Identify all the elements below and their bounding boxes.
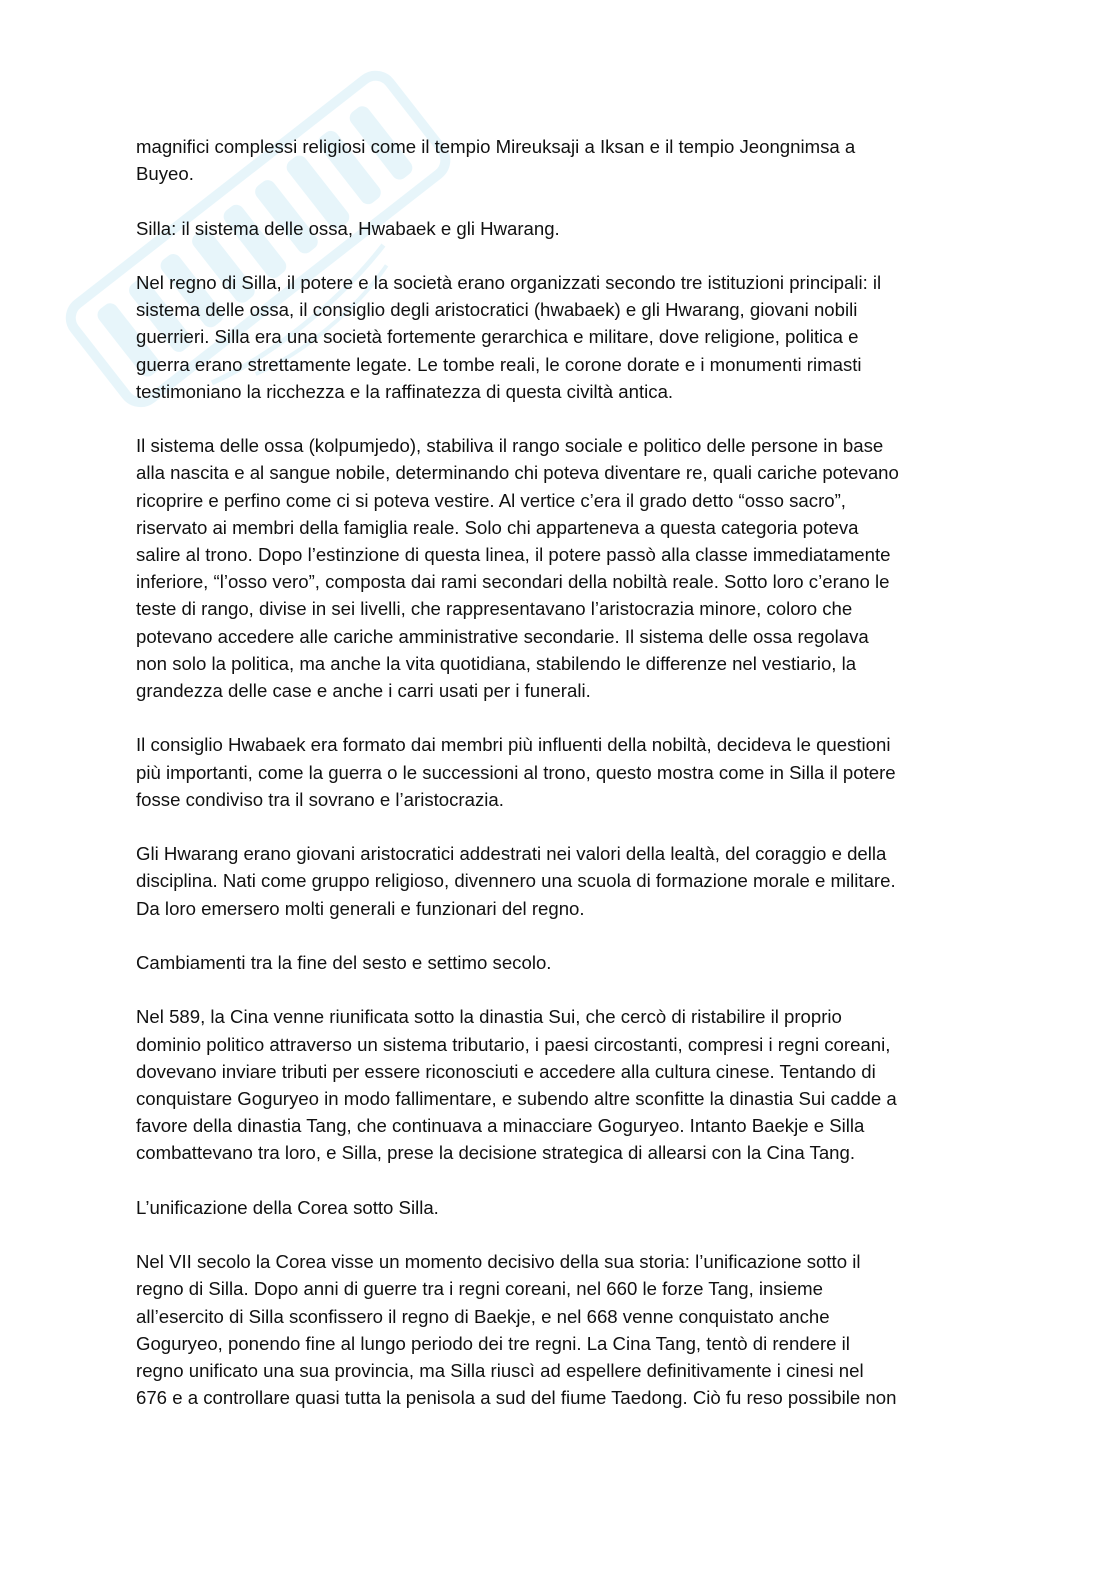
text-line: Goguryeo, ponendo fine al lungo periodo dei tre regni. La Cina Tang, tentò di rendere il (136, 1332, 850, 1354)
text-line: testimoniano la ricchezza e la raffinatezza di questa civiltà antica. (136, 380, 674, 402)
document-body (136, 133, 986, 1439)
text-line: alla nascita e al sangue nobile, determinando chi poteva diventare re, quali cariche potevano (136, 462, 899, 484)
text-line: guerrieri. Silla era una società fortemente gerarchica e militare, dove religione, politica e (136, 326, 859, 348)
paragraph (136, 133, 986, 187)
text-line: Nel regno di Silla, il potere e la società erano organizzati secondo tre istituzioni principali: il (136, 271, 882, 293)
text-line: disciplina. Nati come gruppo religioso, divennero una scuola di formazione morale e militare. (136, 870, 896, 892)
text-line: dominio politico attraverso un sistema tributario, i paesi circostanti, compresi i regni coreani, (136, 1033, 891, 1055)
text-line: Da loro emersero molti generali e funzionari del regno. (136, 897, 585, 919)
paragraph (136, 1248, 986, 1411)
text-line: riservato ai membri della famiglia reale. Solo chi apparteneva a questa categoria poteva (136, 516, 859, 538)
paragraph (136, 840, 986, 922)
text-line: inferiore, “l’osso vero”, composta dai rami secondari della nobiltà reale. Sotto loro c’erano le (136, 571, 890, 593)
section-heading (136, 1194, 986, 1221)
text-line: Nel VII secolo la Corea visse un momento decisivo della sua storia: l’unificazione sotto il (136, 1251, 861, 1273)
section-heading (136, 215, 986, 242)
paragraph (136, 731, 986, 813)
text-line: fosse condiviso tra il sovrano e l’aristocrazia. (136, 788, 504, 810)
text-line: salire al trono. Dopo l’estinzione di questa linea, il potere passò alla classe immediatamente (136, 544, 891, 565)
text-line: non solo la politica, ma anche la vita quotidiana, stabilendo le differenze nel vestiario, la (136, 652, 857, 674)
text-line: regno di Silla. Dopo anni di guerre tra i regni coreani, nel 660 le forze Tang, insieme (136, 1278, 823, 1300)
paragraph (136, 269, 986, 405)
section-heading (136, 949, 986, 976)
text-line: Il consiglio Hwabaek era formato dai membri più influenti della nobiltà, decideva le questioni (136, 734, 891, 756)
text-line: Nel 589, la Cina venne riunificata sotto la dinastia Sui, che cercò di ristabilire il proprio (136, 1006, 842, 1028)
text-line: Cambiamenti tra la fine del sesto e settimo secolo. (136, 952, 552, 973)
text-line: combattevano tra loro, e Silla, prese la decisione strategica di allearsi con la Cina Tang. (136, 1142, 856, 1164)
text-line: grandezza delle case e anche i carri usati per i funerali. (136, 680, 591, 702)
paragraph (136, 432, 986, 704)
text-line: guerra erano strettamente legate. Le tombe reali, le corone dorate e i monumenti rimasti (136, 353, 862, 375)
paragraph (136, 1003, 986, 1166)
text-line: Buyeo. (136, 163, 194, 185)
text-line: Silla: il sistema delle ossa, Hwabaek e gli Hwarang. (136, 217, 560, 239)
text-line: favore della dinastia Tang, che continuava a minacciare Goguryeo. Intanto Baekje e Silla (136, 1115, 865, 1137)
text-line: conquistare Goguryeo in modo fallimentare, e subendo altre sconfitte la dinastia Sui cadde a (136, 1088, 897, 1109)
text-line: ricoprire e perfino come ci si poteva vestire. Al vertice c’era il grado detto “osso sacro”, (136, 489, 846, 511)
text-line: 676 e a controllare quasi tutta la penisola a sud del fiume Taedong. Ciò fu reso possibile non (136, 1387, 897, 1409)
text-line: Gli Hwarang erano giovani aristocratici addestrati nei valori della lealtà, del coraggio e della (136, 843, 887, 865)
text-line: Il sistema delle ossa (kolpumjedo), stabiliva il rango sociale e politico delle persone in base (136, 435, 884, 457)
text-line: dovevano inviare tributi per essere riconosciuti e accedere alla cultura cinese. Tentando di (136, 1060, 876, 1082)
text-line: potevano accedere alle cariche amministrative secondarie. Il sistema delle ossa regolava (136, 625, 869, 647)
text-line: L’unificazione della Corea sotto Silla. (136, 1196, 439, 1218)
text-line: magnifici complessi religiosi come il tempio Mireuksaji a Iksan e il tempio Jeongnimsa a (136, 136, 856, 157)
text-line: sistema delle ossa, il consiglio degli aristocratici (hwabaek) e gli Hwarang, giovani nobili (136, 299, 858, 321)
text-line: più importanti, come la guerra o le successioni al trono, questo mostra come in Silla il potere (136, 761, 896, 783)
text-line: regno unificato una sua provincia, ma Silla riuscì ad espellere definitivamente i cinesi nel (136, 1360, 864, 1381)
text-line: teste di rango, divise in sei livelli, che rappresentavano l’aristocrazia minore, coloro che (136, 598, 853, 620)
text-line: all’esercito di Silla sconfissero il regno di Baekje, e nel 668 venne conquistato anche (136, 1305, 830, 1327)
